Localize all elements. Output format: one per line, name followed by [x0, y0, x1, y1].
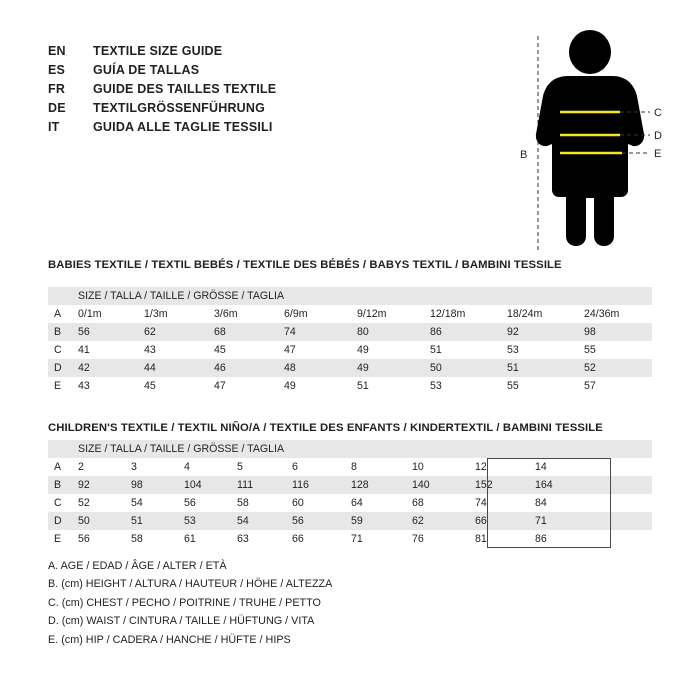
cell: 6	[292, 461, 298, 473]
language-title: TEXTILGRÖSSENFÜHRUNG	[93, 101, 266, 115]
cell: 51	[507, 362, 519, 374]
cell: 47	[284, 344, 296, 356]
table-row	[48, 323, 652, 341]
language-title: GUIDA ALLE TAGLIE TESSILI	[93, 120, 273, 134]
cell: 51	[430, 344, 442, 356]
legend-item-e: E. (cm) HIP / CADERA / HANCHE / HÜFTE / HIPS	[48, 633, 291, 646]
cell: 98	[131, 479, 143, 491]
language-row	[48, 118, 478, 137]
cell: 47	[214, 380, 226, 392]
table-row	[48, 512, 652, 530]
cell: 24/36m	[584, 308, 620, 320]
cell: 71	[535, 515, 547, 527]
cell: 44	[144, 362, 156, 374]
cell: 64	[351, 497, 363, 509]
language-code: IT	[48, 120, 60, 134]
cell: 18/24m	[507, 308, 543, 320]
cell: 58	[237, 497, 249, 509]
legend-item-a: A. AGE / EDAD / ÂGE / ALTER / ETÀ	[48, 560, 227, 572]
table-header-row	[48, 287, 652, 305]
cell: 92	[78, 479, 90, 491]
language-row	[48, 61, 478, 80]
table-row	[48, 530, 652, 548]
cell: 61	[184, 533, 196, 545]
row-label: B	[54, 479, 62, 491]
cell: 66	[292, 533, 304, 545]
babies-size-table	[48, 287, 652, 395]
cell: 128	[351, 479, 369, 491]
table-row	[48, 494, 652, 512]
cell: 1/3m	[144, 308, 168, 320]
figure-label-e: E	[654, 148, 662, 160]
cell: 42	[78, 362, 90, 374]
cell: 84	[535, 497, 547, 509]
cell: 53	[507, 344, 519, 356]
body-figure	[498, 22, 678, 262]
cell: 49	[284, 380, 296, 392]
child-silhouette	[536, 30, 644, 246]
cell: 56	[184, 497, 196, 509]
language-row	[48, 42, 478, 61]
cell: 140	[412, 479, 430, 491]
cell: 111	[237, 479, 254, 491]
row-label: E	[54, 380, 62, 392]
cell: 54	[237, 515, 249, 527]
cell: 49	[357, 344, 369, 356]
cell: 48	[284, 362, 296, 374]
cell: 45	[214, 344, 226, 356]
cell: 41	[78, 344, 90, 356]
cell: 152	[475, 479, 493, 491]
cell: 43	[78, 380, 90, 392]
figure-label-b: B	[520, 149, 528, 161]
cell: 164	[535, 479, 553, 491]
figure-label-c: C	[654, 107, 662, 119]
cell: 60	[292, 497, 304, 509]
row-label: E	[54, 533, 62, 545]
cell: 56	[292, 515, 304, 527]
cell: 71	[351, 533, 363, 545]
cell: 4	[184, 461, 190, 473]
cell: 3/6m	[214, 308, 238, 320]
language-code: FR	[48, 82, 66, 96]
language-row	[48, 99, 478, 118]
row-label: C	[54, 344, 62, 356]
cell: 53	[430, 380, 442, 392]
cell: 62	[412, 515, 424, 527]
cell: 52	[584, 362, 596, 374]
legend-item-b: B. (cm) HEIGHT / ALTURA / HAUTEUR / HÖHE / ALTEZZA	[48, 578, 333, 591]
size-header-label: SIZE / TALLA / TAILLE / GRÖSSE / TAGLIA	[78, 290, 285, 302]
cell: 43	[144, 344, 156, 356]
cell: 55	[507, 380, 519, 392]
cell: 68	[214, 326, 226, 338]
cell: 51	[131, 515, 143, 527]
cell: 10	[412, 461, 424, 473]
language-row	[48, 80, 478, 99]
language-code: DE	[48, 101, 66, 115]
table-row	[48, 377, 652, 395]
cell: 6/9m	[284, 308, 308, 320]
cell: 50	[78, 515, 90, 527]
language-code: EN	[48, 44, 66, 58]
cell: 50	[430, 362, 442, 374]
children-section-title: CHILDREN'S TEXTILE / TEXTIL NIÑO/A / TEXTILE DES ENFANTS / KINDERTEXTIL / BAMBINI TESSILE	[48, 422, 603, 434]
cell: 68	[412, 497, 424, 509]
cell: 56	[78, 533, 90, 545]
cell: 53	[184, 515, 196, 527]
row-label: A	[54, 308, 62, 320]
row-label: A	[54, 461, 62, 473]
table-row	[48, 359, 652, 377]
cell: 52	[78, 497, 90, 509]
row-label: C	[54, 497, 62, 509]
cell: 45	[144, 380, 156, 392]
cell: 63	[237, 533, 249, 545]
language-title: GUÍA DE TALLAS	[93, 63, 200, 77]
row-label: D	[54, 362, 62, 374]
cell: 86	[535, 533, 547, 545]
figure-label-d: D	[654, 130, 662, 142]
table-row	[48, 341, 652, 359]
legend-list	[48, 557, 332, 649]
cell: 62	[144, 326, 156, 338]
cell: 49	[357, 362, 369, 374]
language-code: ES	[48, 63, 66, 77]
language-title-list	[48, 42, 478, 137]
cell: 81	[475, 533, 487, 545]
row-label: B	[54, 326, 62, 338]
size-header-label: SIZE / TALLA / TAILLE / GRÖSSE / TAGLIA	[78, 443, 285, 455]
row-label: D	[54, 515, 62, 527]
cell: 2	[78, 461, 84, 473]
cell: 51	[357, 380, 369, 392]
legend-item-d: D. (cm) WAIST / CINTURA / TAILLE / HÜFTUNG / VITA	[48, 615, 315, 628]
cell: 104	[184, 479, 202, 491]
cell: 8	[351, 461, 357, 473]
language-title: TEXTILE SIZE GUIDE	[93, 44, 223, 58]
cell: 92	[507, 326, 519, 338]
cell: 98	[584, 326, 596, 338]
cell: 57	[584, 380, 596, 392]
table-row	[48, 476, 652, 494]
table-row	[48, 305, 652, 323]
cell: 74	[284, 326, 296, 338]
cell: 12/18m	[430, 308, 466, 320]
cell: 80	[357, 326, 369, 338]
children-size-table	[48, 440, 652, 548]
cell: 9/12m	[357, 308, 387, 320]
cell: 54	[131, 497, 143, 509]
babies-section-title: BABIES TEXTILE / TEXTIL BEBÉS / TEXTILE DES BÉBÉS / BABYS TEXTIL / BAMBINI TESSILE	[48, 259, 562, 271]
cell: 14	[535, 461, 547, 473]
cell: 0/1m	[78, 308, 102, 320]
cell: 12	[475, 461, 487, 473]
language-title: GUIDE DES TAILLES TEXTILE	[93, 82, 277, 96]
cell: 46	[214, 362, 226, 374]
table-header-row	[48, 440, 652, 458]
cell: 5	[237, 461, 243, 473]
cell: 3	[131, 461, 137, 473]
cell: 66	[475, 515, 487, 527]
cell: 59	[351, 515, 363, 527]
cell: 74	[475, 497, 487, 509]
cell: 76	[412, 533, 424, 545]
cell: 55	[584, 344, 596, 356]
cell: 86	[430, 326, 442, 338]
cell: 58	[131, 533, 143, 545]
table-row	[48, 458, 652, 476]
legend-item-c: C. (cm) CHEST / PECHO / POITRINE / TRUHE / PETTO	[48, 596, 321, 609]
cell: 56	[78, 326, 90, 338]
cell: 116	[292, 479, 309, 491]
